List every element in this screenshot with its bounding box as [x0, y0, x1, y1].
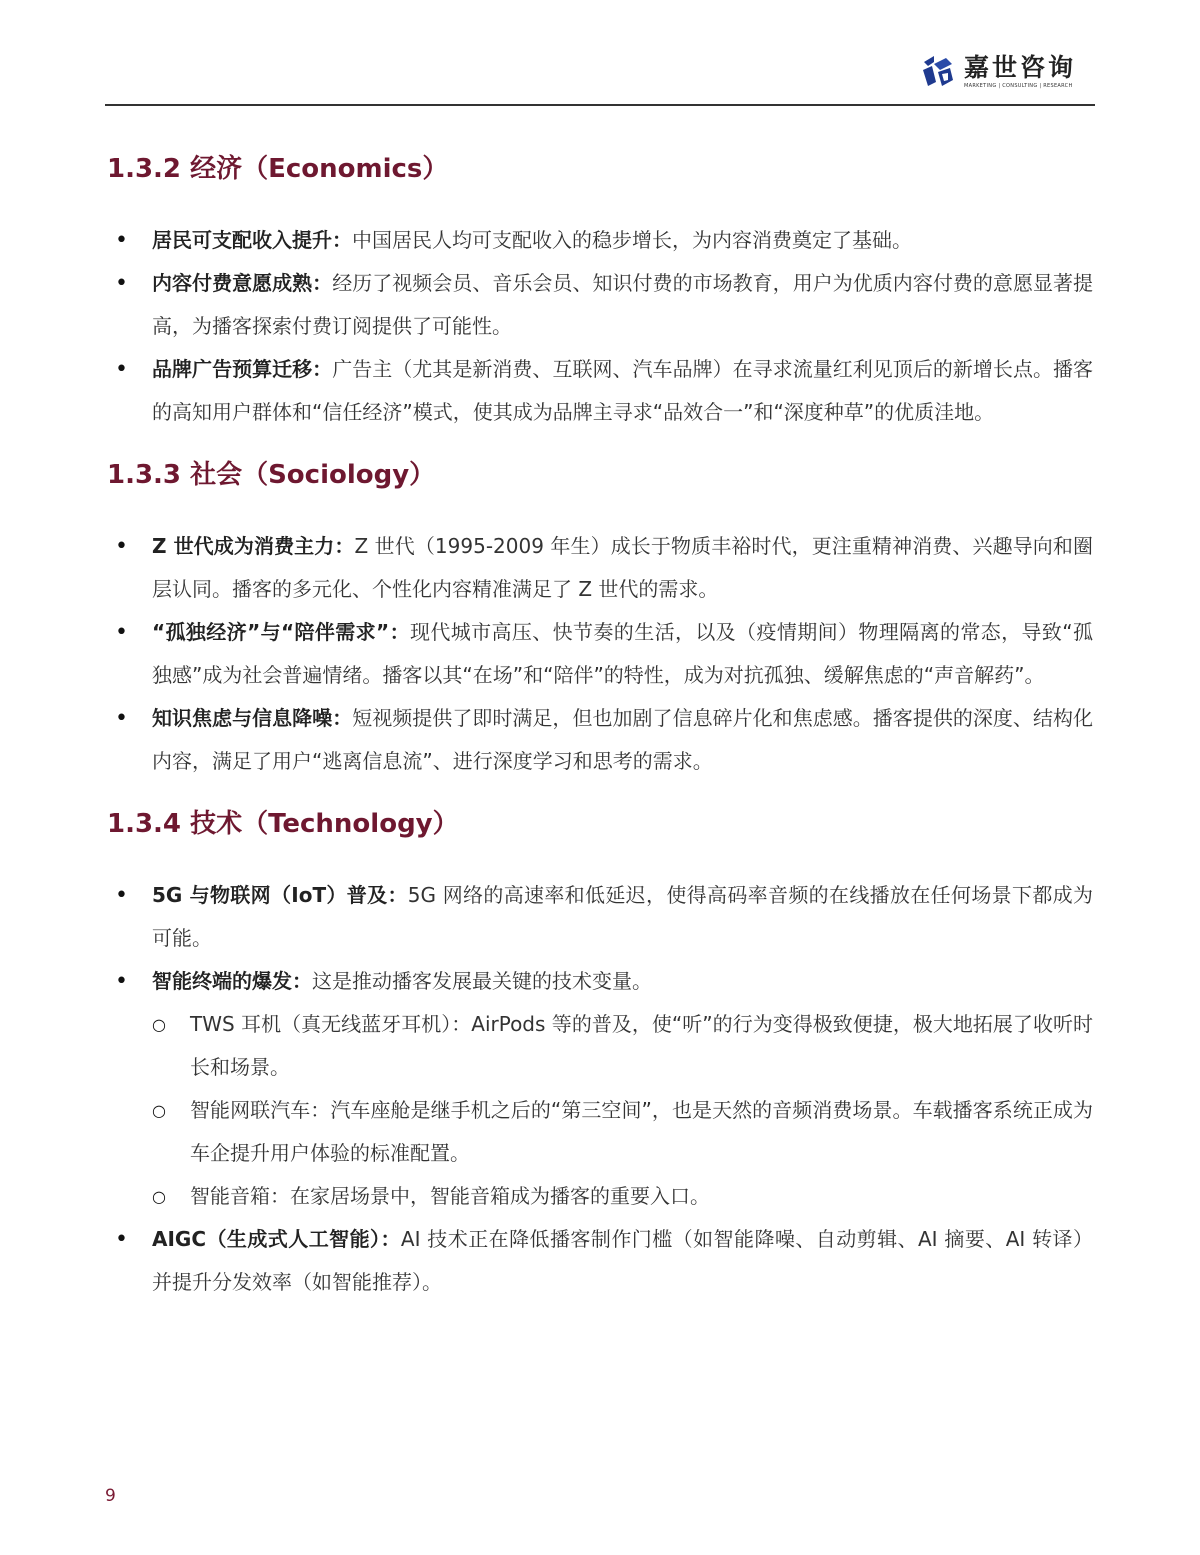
page-number: 9: [105, 1486, 116, 1506]
list-item: [107, 1218, 1093, 1304]
economics-list: [107, 219, 1093, 434]
page-content: [107, 140, 1093, 1324]
technology-list: [107, 874, 1093, 1304]
list-item: [107, 960, 1093, 1003]
logo-mark-icon: [920, 52, 956, 90]
item-text: 这是推动播客发展最关键的技术变量。: [312, 969, 652, 993]
item-text: Z 世代（1995-2009 年生）成长于物质丰裕时代，更注重精神消费、兴趣导向和圈层认同。播客的多元化、个性化内容精准满足了 Z 世代的需求。: [152, 534, 1093, 601]
logo-name: 嘉世咨询: [964, 53, 1077, 82]
list-item: [107, 525, 1093, 611]
list-item: [107, 874, 1093, 960]
item-lead: 居民可支配收入提升：: [152, 228, 352, 252]
logo-tagline: MARKETING | CONSULTING | RESEARCH: [964, 83, 1073, 89]
item-lead: 品牌广告预算迁移：: [152, 357, 333, 381]
list-item: [107, 348, 1093, 434]
item-lead: 智能终端的爆发：: [152, 969, 312, 993]
sub-list-item: ○ TWS 耳机（真无线蓝牙耳机）：AirPods 等的普及，使“听”的行为变得极致便捷，极大地拓展了收听时长和场景。: [107, 1003, 1093, 1089]
item-lead: 知识焦虑与信息降噪：: [152, 706, 353, 730]
section-heading-technology: 1.3.4 技术（Technology）: [107, 809, 459, 839]
header-divider: [105, 104, 1095, 106]
sub-list-item: ○ 智能网联汽车：汽车座舱是继手机之后的“第三空间”，也是天然的音频消费场景。车载播客系统正成为车企提升用户体验的标准配置。: [107, 1089, 1093, 1175]
item-text: 短视频提供了即时满足，但也加剧了信息碎片化和焦虑感。播客提供的深度、结构化内容，满足了用户“逃离信息流”、进行深度学习和思考的需求。: [152, 706, 1094, 773]
section-heading-sociology: 1.3.3 社会（Sociology）: [107, 460, 436, 490]
item-text: 5G 网络的高速率和低延迟，使得高码率音频的在线播放在任何场景下都成为可能。: [152, 883, 1093, 950]
list-item: [107, 611, 1093, 697]
item-text: 经历了视频会员、音乐会员、知识付费的市场教育，用户为优质内容付费的意愿显著提高，为播客探索付费订阅提供了可能性。: [152, 271, 1094, 338]
item-text: 广告主（尤其是新消费、互联网、汽车品牌）在寻求流量红利见顶后的新增长点。播客的高知用户群体和“信任经济”模式，使其成为品牌主寻求“品效合一”和“深度种草”的优质洼地。: [152, 357, 1094, 424]
company-logo: [920, 52, 1076, 90]
sociology-list: [107, 525, 1093, 783]
list-item: [107, 219, 1093, 262]
item-lead: 5G 与物联网（IoT）普及：: [152, 883, 408, 907]
item-text: AI 技术正在降低播客制作门槛（如智能降噪、自动剪辑、AI 摘要、AI 转译）并提升分发效率（如智能推荐）。: [152, 1227, 1094, 1294]
section-heading-economics: 1.3.2 经济（Economics）: [107, 154, 449, 184]
item-text: 中国居民人均可支配收入的稳步增长，为内容消费奠定了基础。: [352, 228, 912, 252]
item-lead: AIGC（生成式人工智能）：: [152, 1227, 401, 1251]
sub-list-item: ○ 智能音箱：在家居场景中，智能音箱成为播客的重要入口。: [107, 1175, 1093, 1218]
item-lead: 内容付费意愿成熟：: [152, 271, 333, 295]
list-item: [107, 697, 1093, 783]
list-item: [107, 262, 1093, 348]
item-lead: Z 世代成为消费主力：: [152, 534, 355, 558]
item-text: 现代城市高压、快节奏的生活，以及（疫情期间）物理隔离的常态，导致“孤独感”成为社会普遍情绪。播客以其“在场”和“陪伴”的特性，成为对抗孤独、缓解焦虑的“声音解药”。: [152, 620, 1094, 687]
item-lead: “孤独经济”与“陪伴需求”：: [152, 620, 410, 644]
